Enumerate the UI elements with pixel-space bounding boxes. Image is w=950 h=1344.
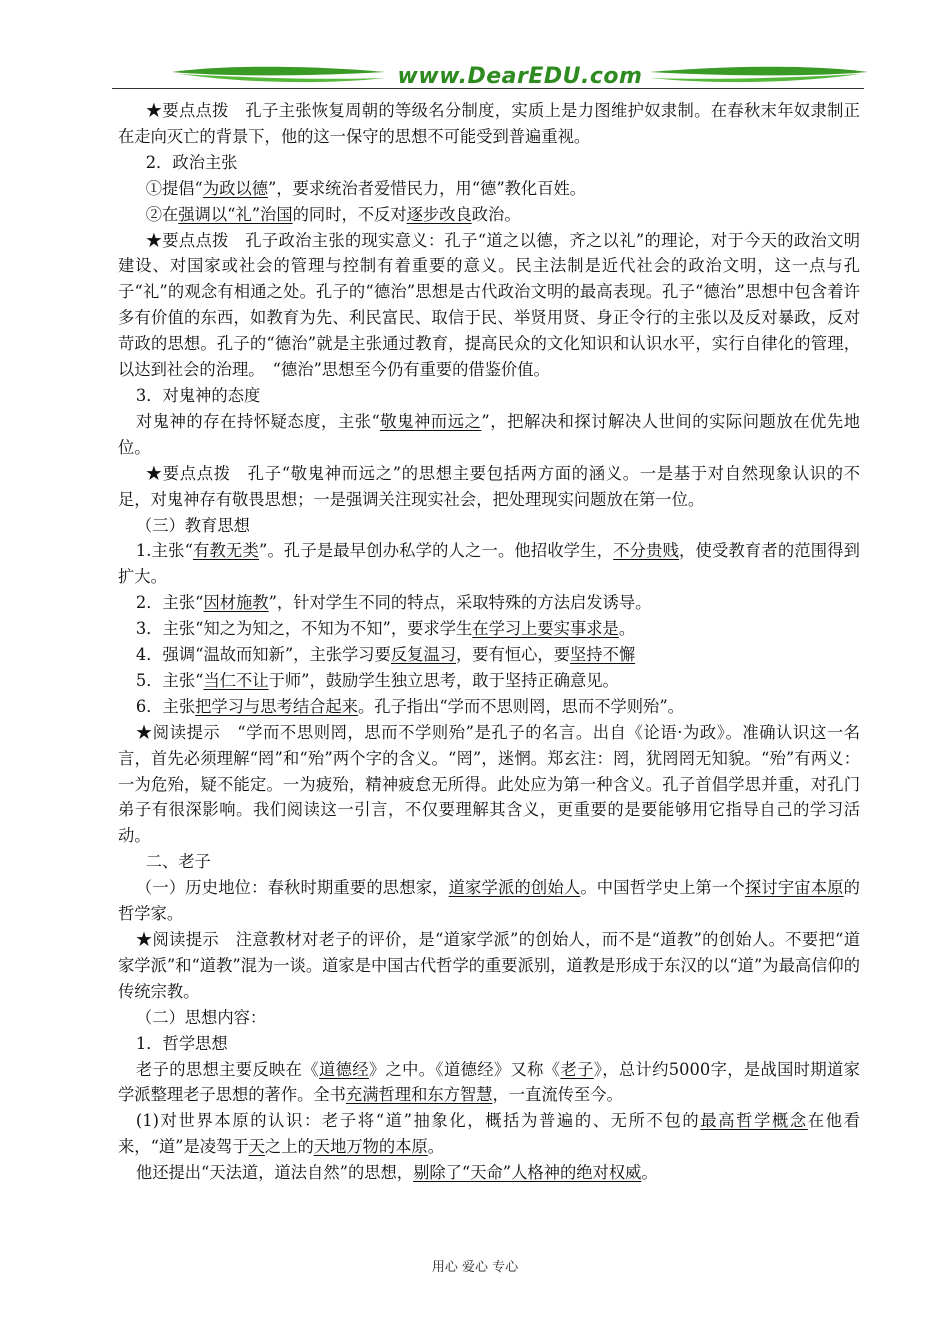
paragraph	[118, 383, 860, 409]
paragraph-text: ①提倡“	[145, 178, 203, 198]
paragraph	[118, 927, 860, 1005]
paragraph-text: 政治。	[471, 204, 521, 224]
paragraph-text: 2．主张“	[135, 593, 204, 613]
paragraph-text: 5．主张“	[135, 670, 204, 690]
underlined-key-term: 天	[248, 1137, 265, 1157]
paragraph-text: 他还提出“天法道，道法自然”的思想，	[135, 1163, 414, 1183]
paragraph-text: 于师”，鼓励学生独立思考，敢于坚持正确意见。	[268, 670, 619, 690]
paragraph-text: 之上的	[264, 1137, 314, 1157]
paragraph	[118, 875, 860, 927]
paragraph	[118, 616, 860, 642]
underlined-key-term: 敬鬼神而远之	[379, 411, 482, 431]
paragraph-text: 在他看来，“道”是凌驾于	[118, 1111, 860, 1157]
underlined-key-term: 逐步改良	[406, 204, 472, 224]
paragraph-text: 1.主张“	[135, 541, 193, 561]
underlined-key-term: 为政以德	[202, 178, 269, 198]
paragraph	[118, 590, 860, 616]
paragraph-text: 》，总计约5000字，是战国时期道家学派整理老子思想的著作。全书	[118, 1059, 860, 1105]
paragraph	[118, 1057, 860, 1109]
paragraph-text: ”，要求统治者爱惜民力，用“德”教化百姓。	[268, 178, 587, 198]
paragraph-text: ★要点点拨 孔子“敬鬼神而远之”的思想主要包括两方面的涵义。一是基于对自然现象认识的不足，对鬼神存有敬畏思想；一是强调关注现实社会，把处理现实问题放在第一位。	[118, 463, 860, 509]
paragraph-text: ，要有恒心，要	[456, 645, 570, 665]
underlined-key-term: 不分贵贱	[613, 541, 680, 561]
paragraph-text: 》之中。《道德经》又称《	[368, 1059, 561, 1079]
paragraph-text: 4．强调“温故而知新”，主张学习要	[135, 645, 391, 665]
paragraph-text: 。中国哲学史上第一个	[580, 878, 745, 898]
underlined-key-term: 反复温习	[390, 645, 457, 665]
paragraph-text: ，一直流传至今。	[492, 1085, 623, 1105]
paragraph	[118, 849, 860, 875]
paragraph	[118, 513, 860, 539]
underlined-key-term: 强调以“礼”治国	[178, 204, 293, 224]
paragraph	[118, 694, 860, 720]
underlined-key-term: 因材施教	[203, 593, 269, 613]
underlined-key-term: 道德经	[318, 1059, 369, 1079]
site-logo-text[interactable]: www.DearEDU.com	[397, 64, 643, 89]
paragraph-text: 二、老子	[145, 852, 211, 872]
paragraph-text: ★阅读提示 “学而不思则罔，思而不学则殆”是孔子的名言。出自《论语·为政》。准确认识这一名言，首先必须理解“罔”和“殆”两个字的含义。“罔”，迷惘。郑玄注：罔，犹罔罔无知貌。“殆”有两义：一为危殆，疑不能定。一为疲殆，精神疲怠无所得。此处应为第一种含义。孔子首倡学思并重，对孔门弟子有很深影响。我们阅读这一引言，不仅要理解其含义，更重要的是要能够用它指导自己的学习活动。	[118, 722, 860, 846]
paragraph-text: ★要点点拨 孔子政治主张的现实意义：孔子“道之以德，齐之以礼”的理论，对于今天的政治文明建设、对国家或社会的管理与控制有着重要的意义。民主法制是近代社会的政治文明，这一点与孔子“礼”的观念有相通之处。孔子的“德治”思想是古代政治文明的最高表现。孔子“德治”思想中包含着许多有价值的东西，如教育为先、利民富民、取信于民、举贤用贤、身正令行的主张以及反对暴政，反对苛政的思想。孔子的“德治”就是主张通过教育，提高民众的文化知识和认识水平，实行自律化的管理，以达到社会的治理。 “德治”思想至今仍有重要的借鉴价值。	[118, 230, 860, 380]
document-body	[118, 98, 860, 1186]
header-divider	[112, 88, 864, 89]
underlined-key-term: 道家学派的创始人	[448, 878, 581, 898]
paragraph-text: (1)对世界本原的认识：老子将“道”抽象化，概括为普遍的、无所不包的	[135, 1111, 701, 1131]
paragraph-text: ”，针对学生不同的特点，采取特殊的方法启发诱导。	[268, 593, 652, 613]
underlined-key-term: 在学习上要实事求是	[472, 619, 619, 639]
paragraph-text: 对鬼神的存在持怀疑态度，主张“	[135, 411, 380, 431]
paragraph-text: （一）历史地位：春秋时期重要的思想家，	[135, 878, 449, 898]
paragraph-text: 。	[641, 1163, 658, 1183]
paragraph-text: 1．哲学思想	[135, 1033, 228, 1053]
paragraph-text: 的哲学家。	[118, 878, 860, 924]
paragraph	[118, 150, 860, 176]
paragraph-text: 3．主张“知之为知之，不知为不知”，要求学生	[135, 619, 473, 639]
underlined-key-term: 最高哲学概念	[700, 1111, 808, 1131]
paragraph-text: ★阅读提示 注意教材对老子的评价，是“道家学派”的创始人，而不是“道教”的创始人。不要把“道家学派”和“道教”混为一谈。道家是中国古代哲学的重要派别，道教是形成于东汉的以“道”为最高信仰的传统宗教。	[118, 930, 860, 1001]
underlined-key-term: 把学习与思考结合起来	[195, 696, 358, 716]
paragraph-text: ”。孔子是最早创办私学的人之一。他招收学生，	[258, 541, 614, 561]
page-footer: 用心 爱心 专心	[431, 1260, 519, 1275]
paragraph-text: 3．对鬼神的态度	[135, 385, 261, 405]
paragraph	[118, 1005, 860, 1031]
underlined-key-term: 坚持不懈	[570, 645, 636, 665]
underlined-key-term: 当仁不让	[203, 670, 269, 690]
paragraph	[118, 538, 860, 590]
paragraph	[118, 1108, 860, 1160]
paragraph	[118, 176, 860, 202]
paragraph	[118, 228, 860, 383]
paragraph	[118, 98, 860, 150]
paragraph	[118, 409, 860, 461]
paragraph-text: 老子的思想主要反映在《	[135, 1059, 319, 1079]
paragraph-text: 的同时，不反对	[292, 204, 407, 224]
paragraph	[118, 202, 860, 228]
paragraph	[118, 720, 860, 850]
paragraph	[118, 642, 860, 668]
paragraph-text: ②在	[145, 204, 179, 224]
underlined-key-term: 充满哲理和东方智慧	[345, 1085, 493, 1105]
paragraph-text: ”，把解决和探讨解决人世间的实际问题放在优先地位。	[118, 411, 860, 457]
paragraph	[118, 461, 860, 513]
paragraph	[118, 668, 860, 694]
underlined-key-term: 探讨宇宙本原	[744, 878, 844, 898]
paragraph-text: （三）教育思想	[135, 515, 250, 535]
paragraph-text: 。	[618, 619, 636, 639]
paragraph-text: ，使受教育者的范围得到扩大。	[118, 541, 860, 587]
paragraph-text: 2．政治主张	[145, 152, 238, 172]
underlined-key-term: 天地万物的本原	[313, 1137, 428, 1157]
paragraph	[118, 1031, 860, 1057]
underlined-key-term: 有教无类	[192, 541, 259, 561]
paragraph-text: 。	[427, 1137, 445, 1157]
paragraph-text: 6．主张	[135, 696, 196, 716]
underlined-key-term: 剔除了“天命”人格神的绝对权威	[413, 1163, 642, 1183]
paragraph-text: 。孔子指出“学而不思则罔，思而不学则殆”。	[357, 696, 684, 716]
paragraph-text: （二）思想内容：	[135, 1007, 267, 1027]
paragraph	[118, 1160, 860, 1186]
underlined-key-term: 老子	[560, 1059, 594, 1079]
paragraph-text: ★要点点拨 孔子主张恢复周朝的等级名分制度，实质上是力图维护奴隶制。在春秋末年奴隶制正在走向灭亡的背景下，他的这一保守的思想不可能受到普遍重视。	[118, 101, 860, 146]
